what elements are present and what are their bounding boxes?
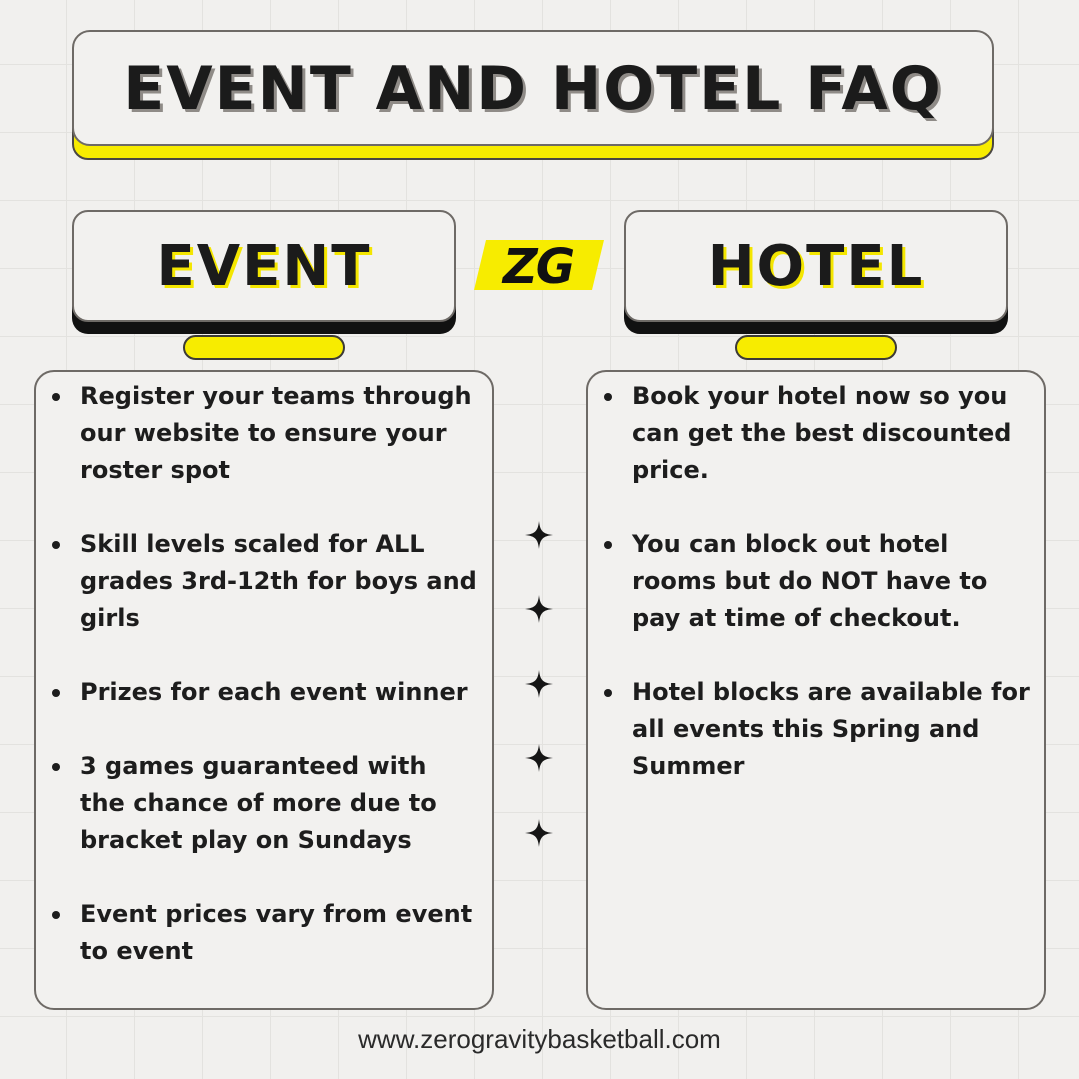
zg-logo-icon (472, 238, 606, 292)
sparkle-icon (525, 670, 553, 698)
event-item-4: 3 games guaranteed with the chance of more due to bracket play on Sundays (48, 748, 478, 859)
event-heading: EVENT (156, 234, 372, 299)
sparkle-icon (525, 744, 553, 772)
sparkle-icon (525, 595, 553, 623)
sparkle-icon (525, 819, 553, 847)
event-item-3: Prizes for each event winner (48, 674, 478, 711)
hotel-panel (586, 370, 1046, 1010)
sparkle-icon (525, 521, 553, 549)
event-item-1: Register your teams through our website to ensure your roster spot (48, 378, 478, 489)
event-item-2: Skill levels scaled for ALL grades 3rd-12th for boys and girls (48, 526, 478, 637)
hotel-list (600, 378, 1030, 822)
event-header (72, 210, 456, 322)
event-list (48, 378, 478, 1007)
hotel-item-1: Book your hotel now so you can get the best discounted price. (600, 378, 1030, 489)
footer-url[interactable]: www.zerogravitybasketball.com (358, 1024, 721, 1054)
hotel-item-3: Hotel blocks are available for all events this Spring and Summer (600, 674, 1030, 785)
page-title: EVENT AND HOTEL FAQ (123, 54, 943, 124)
hotel-heading: HOTEL (707, 234, 925, 299)
title-banner (72, 30, 994, 146)
event-header-pill (183, 335, 345, 360)
hotel-item-2: You can block out hotel rooms but do NOT have to pay at time of checkout. (600, 526, 1030, 637)
hotel-header-pill (735, 335, 897, 360)
event-panel (34, 370, 494, 1010)
hotel-header (624, 210, 1008, 322)
event-item-5: Event prices vary from event to event (48, 896, 478, 970)
logo-text: ZG (502, 239, 574, 292)
